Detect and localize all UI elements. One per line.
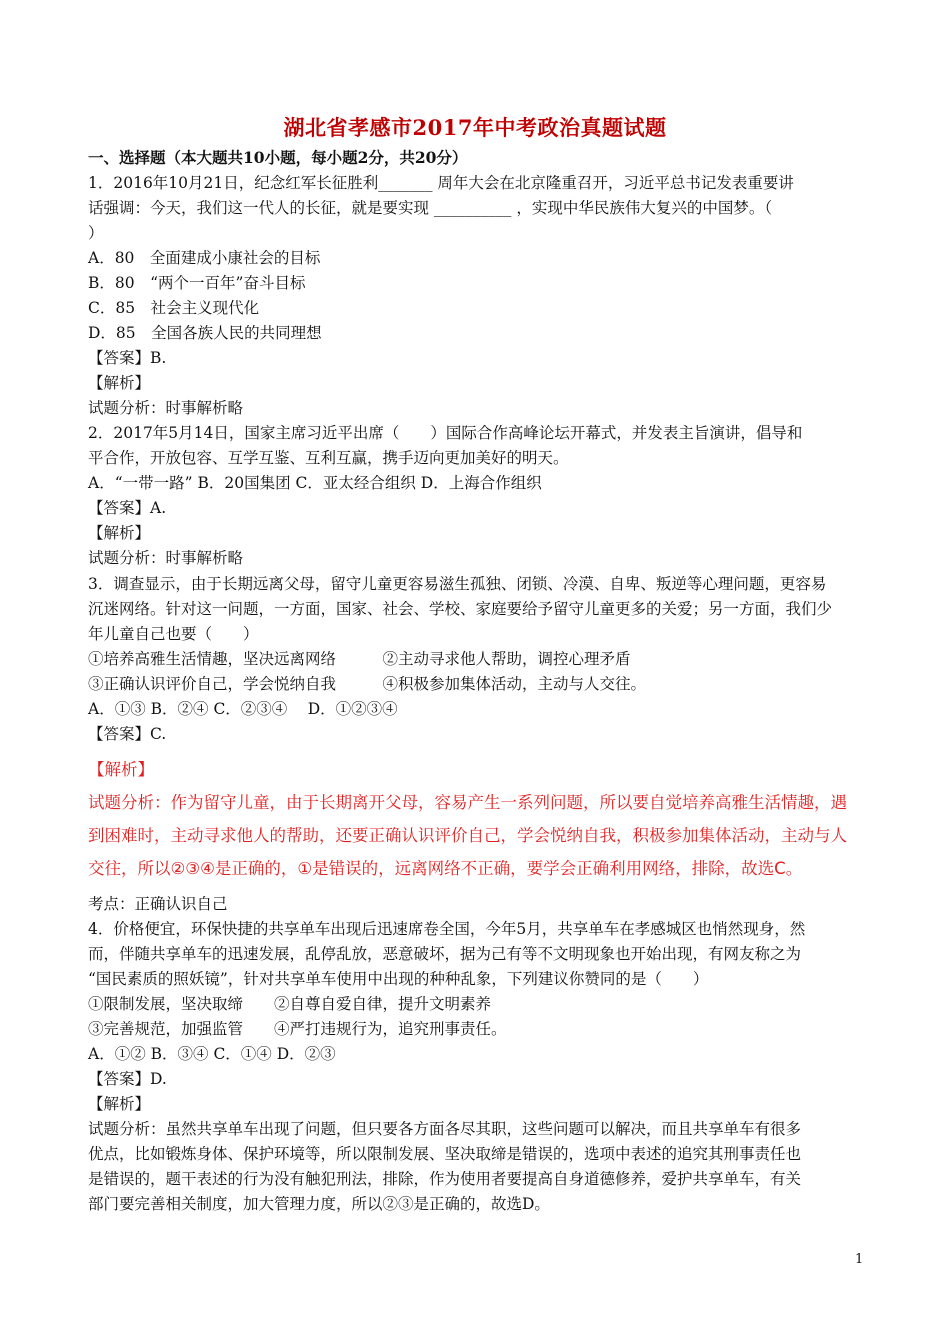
q1-option-d: D．85 全国各族人民的共同理想 [88,324,322,342]
q2-stem-line2: 平合作，开放包容、互学互鉴、互利互赢，携手迈向更加美好的明天。 [88,449,569,467]
q4-answer: 【答案】D. [88,1070,167,1088]
q4-stem-line2: 而，伴随共享单车的迅速发展，乱停乱放，恶意破坏，据为己有等不文明现象也开始出现，有网友称之为 [88,945,802,963]
q2-options: A．“一带一路” B．20国集团 C．亚太经合组织 D．上海合作组织 [88,474,542,492]
q1-analysis: 试题分析：时事解析略 [88,399,244,417]
q1-stem-line3: ） [88,224,104,242]
q4-analysis-line4: 部门要完善相关制度，加大管理力度，所以②③是正确的，故选D。 [88,1195,550,1213]
q3-options: A．①③ B．②④ C．②③④ D．①②③④ [88,700,398,718]
q3-stem-line3: 年儿童自己也要（ ） [88,625,259,643]
q3-stem-line1: 3．调查显示，由于长期远离父母，留守儿童更容易滋生孤独、闭锁、冷漠、自卑、叛逆等心理问题，更容易 [88,575,827,593]
q3-answer: 【答案】C. [88,725,167,743]
q3-analysis-line3: 交往，所以②③④是正确的，①是错误的，远离网络不正确，要学会正确利用网络，排除，故选C。 [88,859,803,878]
q3-analysis-label: 【解析】 [88,760,154,779]
q1-analysis-label: 【解析】 [88,374,151,392]
page-number: 1 [855,1252,864,1267]
q1-stem-line1: 1．2016年10月21日，纪念红军长征胜利_______ 周年大会在北京隆重召开，习近平总书记发表重要讲 [88,174,794,192]
q1-option-b: B．80 “两个一百年”奋斗目标 [88,274,306,292]
q4-analysis-line2: 优点，比如锻炼身体、保护环境等，所以限制发展、坚决取缔是错误的，选项中表述的追究其刑事责任也 [88,1145,802,1163]
q4-options: A．①② B．③④ C．①④ D．②③ [88,1045,336,1063]
q3-analysis-line2: 到困难时，主动寻求他人的帮助，还要正确认识评价自己，学会悦纳自我，积极参加集体活动，主动与人 [88,826,847,845]
section-heading: 一、选择题（本大题共10小题，每小题2分，共20分） [88,148,468,167]
q3-point: 考点：正确认识自己 [88,895,228,913]
q2-analysis: 试题分析：时事解析略 [88,549,244,567]
q2-answer: 【答案】A. [88,499,167,517]
q2-analysis-label: 【解析】 [88,524,151,542]
q4-stem-line3: “国民素质的照妖镜”，针对共享单车使用中出现的种种乱象，下列建议你赞同的是（ ） [88,970,709,988]
q3-items-line2: ③正确认识评价自己，学会悦纳自我 ④积极参加集体活动，主动与人交往。 [88,675,647,693]
q4-analysis-label: 【解析】 [88,1095,151,1113]
q3-stem-line2: 沉迷网络。针对这一问题，一方面，国家、社会、学校、家庭要给予留守儿童更多的关爱；另一方面，我们少 [88,600,833,618]
q1-option-a: A．80 全面建成小康社会的目标 [88,249,321,267]
q4-items-line1: ①限制发展，坚决取缔 ②自尊自爱自律，提升文明素养 [88,995,492,1013]
q3-items-line1: ①培养高雅生活情趣，坚决远离网络 ②主动寻求他人帮助，调控心理矛盾 [88,650,631,668]
q1-answer: 【答案】B. [88,349,167,367]
q3-analysis-line1: 试题分析：作为留守儿童，由于长期离开父母，容易产生一系列问题，所以要自觉培养高雅生活情趣，遇 [88,793,847,812]
q1-option-c: C．85 社会主义现代化 [88,299,260,317]
q1-stem-line2: 话强调：今天，我们这一代人的长征，就是要实现 __________ ，实现中华民族伟大复兴的中国梦。（ [88,199,773,217]
q2-stem-line1: 2．2017年5月14日，国家主席习近平出席（ ）国际合作高峰论坛开幕式，并发表主旨演讲，倡导和 [88,424,803,442]
q4-analysis-line1: 试题分析：虽然共享单车出现了问题，但只要各方面各尽其职，这些问题可以解决，而且共享单车有很多 [88,1120,802,1138]
q4-stem-line1: 4．价格便宜，环保快捷的共享单车出现后迅速席卷全国，今年5月，共享单车在孝感城区也悄然现身，然 [88,920,806,938]
document-title: 湖北省孝感市2017年中考政治真题试题 [283,115,667,140]
q4-items-line2: ③完善规范，加强监管 ④严打违规行为，追究刑事责任。 [88,1020,507,1038]
q4-analysis-line3: 是错误的，题干表述的行为没有触犯刑法，排除，作为使用者要提高自身道德修养，爱护共享单车，有关 [88,1170,802,1188]
